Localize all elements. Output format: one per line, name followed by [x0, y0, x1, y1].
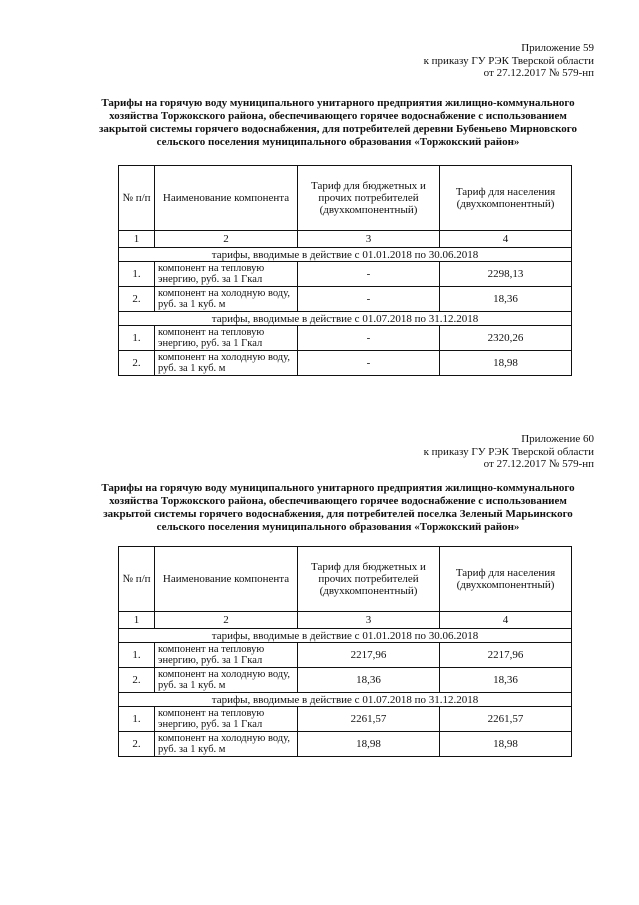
component-name: компонент на тепловую энергию, руб. за 1 Гкал [155, 326, 298, 351]
order-line: к приказу ГУ РЭК Тверской области [423, 54, 594, 67]
component-name: компонент на тепловую энергию, руб. за 1 Гкал [155, 262, 298, 287]
table-row [119, 732, 572, 757]
column-header-population: Тариф для населения (двухкомпонентный) [440, 166, 572, 231]
column-number: 2 [155, 612, 298, 629]
population-tariff: 18,36 [440, 668, 572, 693]
row-number: 2. [119, 351, 155, 376]
budget-tariff: 2261,57 [298, 707, 440, 732]
budget-tariff: 2217,96 [298, 643, 440, 668]
date-line: от 27.12.2017 № 579-нп [483, 458, 594, 470]
appendix-header [424, 433, 594, 471]
row-number: 1. [119, 643, 155, 668]
column-header-num: № п/п [119, 166, 155, 231]
table-row [119, 326, 572, 351]
row-number: 1. [119, 262, 155, 287]
column-header-num: № п/п [119, 547, 155, 612]
document-title: Тарифы на горячую воду муниципального унитарного предприятия жилищно-коммунального хозяйства Торжокского района, обеспечивающего горячее водоснабжение с использованием закрытой системы горячего водоснабжения, для потребителей поселка Зеленый Марьинского сельского поселения муниципального образования «Торжокский район» [101, 482, 575, 533]
period-row: тарифы, вводимые в действие с 01.07.2018 по 31.12.2018 [119, 312, 572, 326]
table-row [119, 707, 572, 732]
document-title: Тарифы на горячую воду муниципального унитарного предприятия жилищно-коммунального хозяйства Торжокского района, обеспечивающего горячее водоснабжение с использованием закрытой системы горячего водоснабжения, для потребителей деревни Бубеньево Мирновского сельского поселения муниципального образования «Торжокский район» [98, 97, 578, 148]
budget-tariff: 18,98 [298, 732, 440, 757]
column-number: 1 [119, 231, 155, 248]
budget-tariff: 18,36 [298, 668, 440, 693]
tariff-table [118, 165, 572, 376]
population-tariff: 2217,96 [440, 643, 572, 668]
component-name: компонент на тепловую энергию, руб. за 1 Гкал [155, 707, 298, 732]
row-number: 1. [119, 326, 155, 351]
component-name: компонент на холодную воду, руб. за 1 куб. м [155, 668, 298, 693]
table-row [119, 643, 572, 668]
column-number: 1 [119, 612, 155, 629]
tariff-table [118, 546, 572, 757]
column-number: 3 [298, 231, 440, 248]
column-header-name: Наименование компонента [155, 166, 298, 231]
budget-tariff: - [298, 326, 440, 351]
component-name: компонент на холодную воду, руб. за 1 куб. м [155, 351, 298, 376]
budget-tariff: - [298, 262, 440, 287]
table-row [119, 668, 572, 693]
row-number: 2. [119, 668, 155, 693]
appendix-header [424, 42, 594, 80]
population-tariff: 2298,13 [440, 262, 572, 287]
date-line: от 27.12.2017 № 579-нп [483, 67, 594, 79]
row-number: 1. [119, 707, 155, 732]
population-tariff: 18,98 [440, 351, 572, 376]
column-header-budget: Тариф для бюджетных и прочих потребителей (двухкомпонентный) [298, 166, 440, 231]
row-number: 2. [119, 287, 155, 312]
component-name: компонент на холодную воду, руб. за 1 куб. м [155, 287, 298, 312]
population-tariff: 2320,26 [440, 326, 572, 351]
column-header-budget: Тариф для бюджетных и прочих потребителей (двухкомпонентный) [298, 547, 440, 612]
column-header-population: Тариф для населения (двухкомпонентный) [440, 547, 572, 612]
component-name: компонент на холодную воду, руб. за 1 куб. м [155, 732, 298, 757]
population-tariff: 18,98 [440, 732, 572, 757]
appendix-title: Приложение 59 [521, 42, 594, 54]
table-row [119, 287, 572, 312]
column-number: 3 [298, 612, 440, 629]
period-row: тарифы, вводимые в действие с 01.07.2018 по 31.12.2018 [119, 693, 572, 707]
column-number: 2 [155, 231, 298, 248]
row-number: 2. [119, 732, 155, 757]
population-tariff: 18,36 [440, 287, 572, 312]
budget-tariff: - [298, 287, 440, 312]
appendix-title: Приложение 60 [521, 433, 594, 445]
table-row [119, 351, 572, 376]
column-number: 4 [440, 612, 572, 629]
period-row: тарифы, вводимые в действие с 01.01.2018 по 30.06.2018 [119, 629, 572, 643]
table-row [119, 262, 572, 287]
population-tariff: 2261,57 [440, 707, 572, 732]
budget-tariff: - [298, 351, 440, 376]
column-number: 4 [440, 231, 572, 248]
column-header-name: Наименование компонента [155, 547, 298, 612]
period-row: тарифы, вводимые в действие с 01.01.2018 по 30.06.2018 [119, 248, 572, 262]
order-line: к приказу ГУ РЭК Тверской области [423, 445, 594, 458]
component-name: компонент на тепловую энергию, руб. за 1 Гкал [155, 643, 298, 668]
